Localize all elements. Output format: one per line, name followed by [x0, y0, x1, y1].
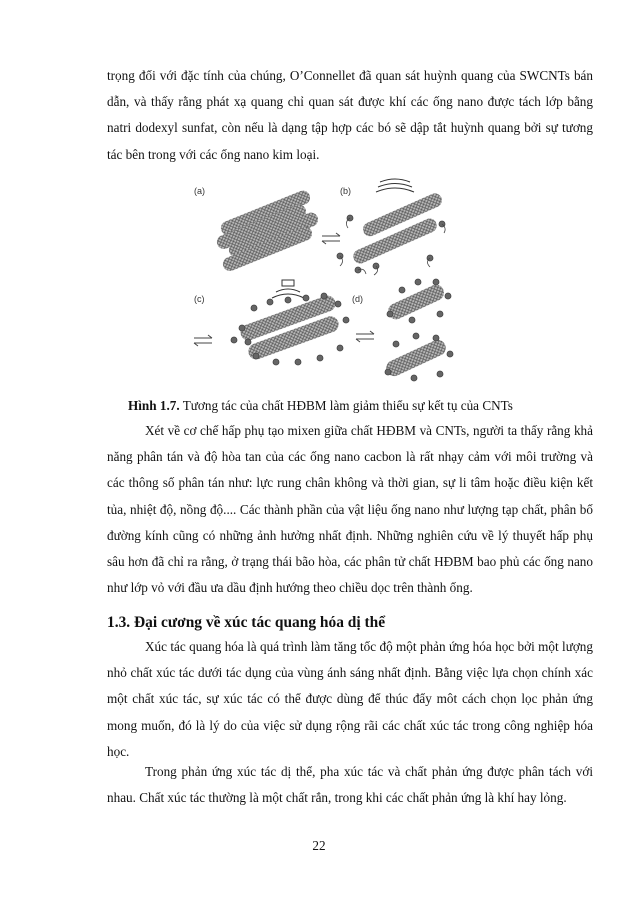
body-paragraph-2: Xúc tác quang hóa là quá trình làm tăng tốc độ một phản ứng hóa học bởi một lượng nhỏ chất xúc tác dưới tác dụng của vùng ánh sáng nhất định. Bằng việc lựa chọn chính xác một chất xúc tác, sự xúc tác có thể được dùng để thúc đẩy môt cách chọn lọc phản ứng mong muốn, đó là lý do của việc sử dụng rộng rãi các chất xúc tác trong công nghiệp hóa học. [107, 639, 593, 759]
intro-paragraph: trọng đối với đặc tính của chúng, O’Connellet đã quan sát huỳnh quang của SWCNTs bán dẫn, và thấy rằng phát xạ quang chỉ quan sát được khí các ống nano được tách lớp bằng natri dodexyl sunfat, còn nếu là dạng tập hợp các bó sẽ dập tắt huỳnh quang bởi sự tương tác bên trong với các ống nano kim loại. [107, 68, 593, 162]
panel-label-d: (d) [352, 294, 363, 304]
bundled-nanotubes-a [215, 189, 320, 274]
panel-label-c: (c) [194, 294, 205, 304]
separating-nanotubes-b [351, 191, 444, 266]
equilibrium-arrow-cd [356, 331, 374, 342]
figure-caption [128, 396, 608, 416]
equilibrium-arrow-left [194, 335, 212, 346]
equilibrium-arrow-ab [322, 233, 340, 244]
panel-label-b: (b) [340, 186, 351, 196]
figure-illustration [190, 178, 460, 390]
figure-caption-text: Tương tác của chất HĐBM làm giảm thiểu sự kết tụ của CNTs [179, 398, 513, 413]
section-heading: 1.3. Đại cương về xúc tác quang hóa dị thể [107, 614, 386, 631]
body-paragraph-3: Trong phản ứng xúc tác dị thể, pha xúc tác và chất phản ứng được phân tách với nhau. Chất xúc tác thường là một chất rắn, trong khi các chất phản ứng là khí hay lỏng. [107, 764, 593, 806]
figure-caption-label: Hình 1.7. [128, 398, 180, 413]
panel-label-a: (a) [194, 186, 205, 196]
ultrasound-waves-c [272, 280, 304, 298]
ultrasound-waves-b [376, 179, 414, 192]
surfactant-cnt-figure [190, 178, 460, 390]
surfactant-coated-tubes-c [231, 293, 349, 365]
page-number: 22 [312, 838, 326, 853]
individual-coated-tubes-d [384, 279, 453, 381]
body-paragraph-1: Xét về cơ chế hấp phụ tạo mixen giữa chất HĐBM và CNTs, người ta thấy rằng khả năng phân tán và độ hòa tan của các ống nano cacbon là rất nhạy cảm với môi trường và các thông số phân tán như: lực rung chân không và thời gian, sự li tâm hoặc điều kiện kết tủa, nhiệt độ, nồng độ.... Các thành phần của vật liệu ống nano như lượng tạp chất, phân bố đường kính cũng có những ảnh hưởng nhất định. Những nghiên cứu về lý thuyết hấp phụ sâu hơn đã chỉ ra rằng, ở trạng thái bão hòa, các phân tử chất HĐBM bao phủ các ống nano như lớp vỏ với đầu ưa dầu định hướng theo chiều dọc trên thành ống. [107, 423, 593, 596]
